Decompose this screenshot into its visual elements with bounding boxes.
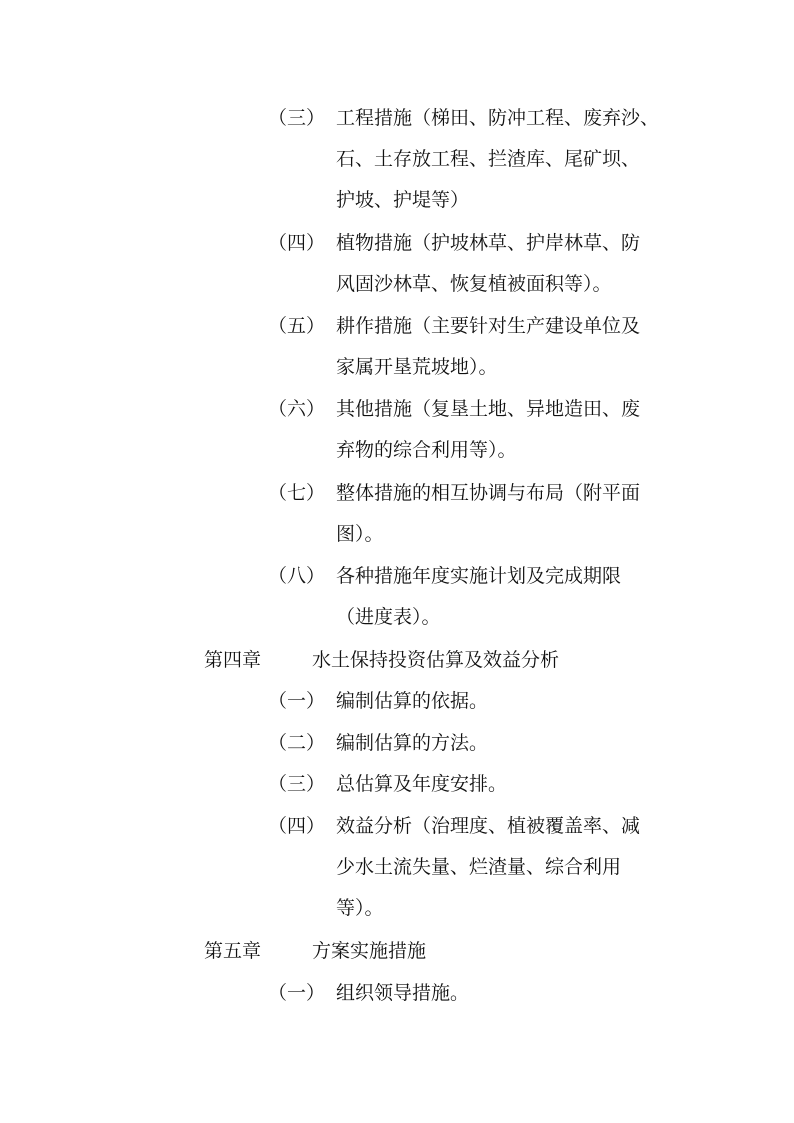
section-text-line: 图）。 <box>336 523 384 545</box>
section-text-line: 其他措施（复垦土地、异地造田、废 <box>336 398 641 420</box>
section-text-line: 耕作措施（主要针对生产建设单位及 <box>336 315 641 337</box>
section-number: （二） <box>268 732 326 754</box>
section-text-line: 弃物的综合利用等）。 <box>336 439 517 461</box>
section-text-line: 植物措施（护坡林草、护岸林草、防 <box>336 232 641 254</box>
section-text-line: 家属开垦荒坡地）。 <box>336 356 498 378</box>
chapter-number: 第四章 <box>204 649 262 671</box>
chapter-title: 水土保持投资估算及效益分析 <box>312 649 560 671</box>
section-text-line: 石、土存放工程、拦渣库、尾矿坝、 <box>336 148 641 170</box>
chapter-number: 第五章 <box>204 940 262 962</box>
section-number: （一） <box>268 690 326 712</box>
section-text-line: 整体措施的相互协调与布局（附平面 <box>336 482 641 504</box>
section-number: （八） <box>268 565 326 587</box>
section-text-line: 护坡、护堤等） <box>336 189 470 211</box>
section-text-line: 工程措施（梯田、防冲工程、废弃沙、 <box>336 107 660 129</box>
section-number: （四） <box>268 815 326 837</box>
section-text-line: 编制估算的依据。 <box>336 690 489 712</box>
section-number: （七） <box>268 482 326 504</box>
section-text-line: 总估算及年度安排。 <box>336 773 508 795</box>
section-number: （三） <box>268 107 326 129</box>
section-text-line: 各种措施年度实施计划及完成期限 <box>336 565 622 587</box>
section-number: （四） <box>268 232 326 254</box>
section-number: （三） <box>268 773 326 795</box>
section-text-line: （进度表）。 <box>336 606 441 628</box>
chapter-title: 方案实施措施 <box>312 940 427 962</box>
section-text-line: 效益分析（治理度、植被覆盖率、减 <box>336 815 641 837</box>
section-text-line: 少水土流失量、烂渣量、综合利用 <box>336 856 622 878</box>
section-number: （六） <box>268 398 326 420</box>
section-text-line: 风固沙林草、恢复植被面积等）。 <box>336 273 612 295</box>
section-number: （五） <box>268 315 326 337</box>
section-text-line: 等）。 <box>336 897 384 919</box>
section-text-line: 组织领导措施。 <box>336 982 470 1004</box>
section-number: （一） <box>268 982 326 1004</box>
section-text-line: 编制估算的方法。 <box>336 732 489 754</box>
